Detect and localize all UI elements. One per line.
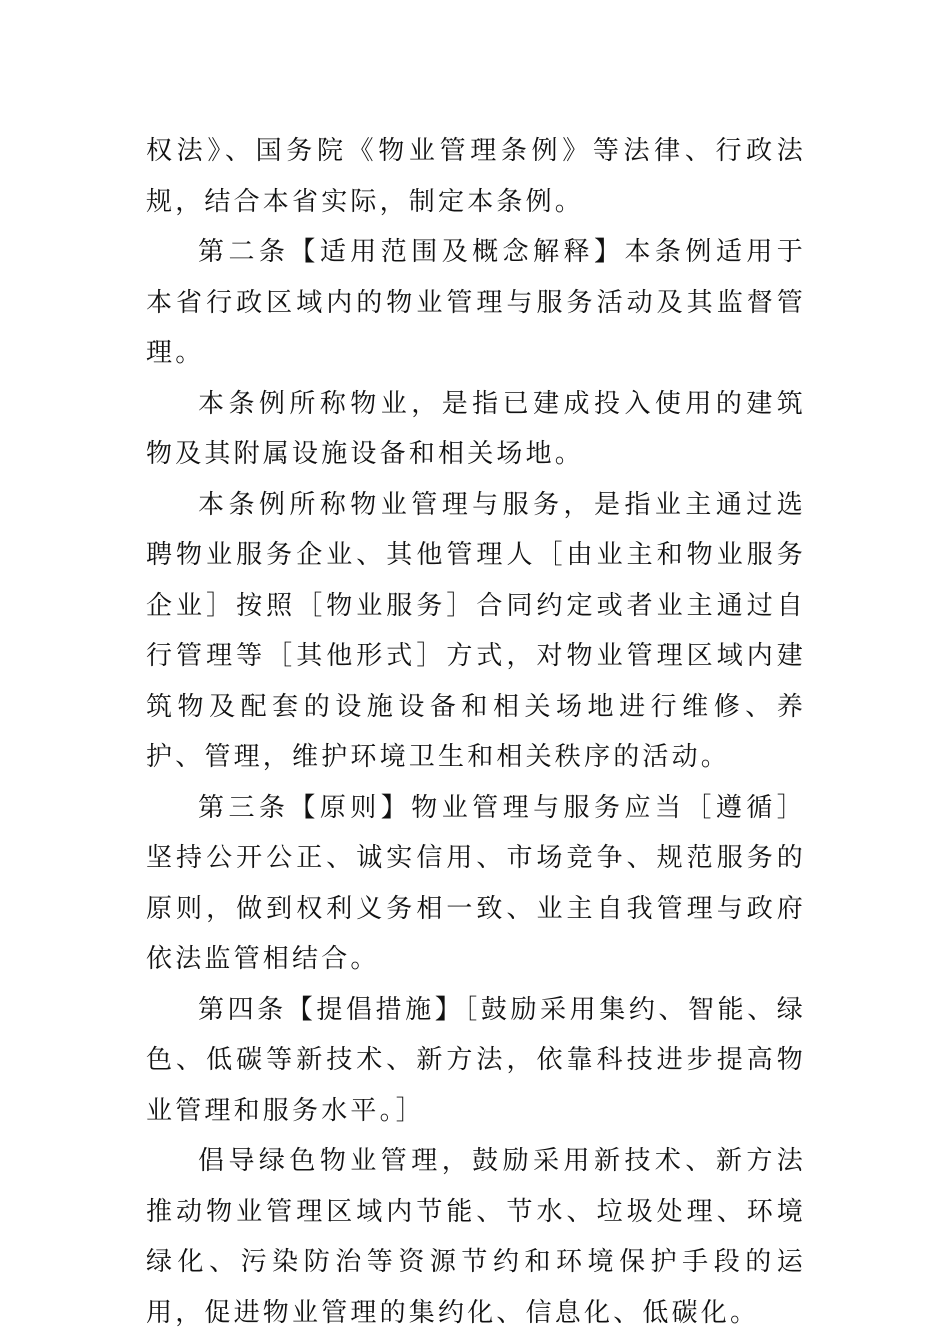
paragraph-article-4: 第四条【提倡措施】［鼓励采用集约、智能、绿色、低碳等新技术、新方法，依靠科技进步提高物业管理和服务水平。］ — [146, 994, 806, 1126]
document-body — [146, 126, 806, 1338]
paragraph-green-management: 倡导绿色物业管理，鼓励采用新技术、新方法推动物业管理区域内节能、节水、垃圾处理、环境绿化、污染防治等资源节约和环境保护手段的运用，促进物业管理的集约化、信息化、低碳化。 — [146, 1146, 806, 1328]
paragraph-service-definition: 本条例所称物业管理与服务，是指业主通过选聘物业服务企业、其他管理人［由业主和物业服务企业］按照［物业服务］合同约定或者业主通过自行管理等［其他形式］方式，对物业管理区域内建筑物及配套的设施设备和相关场地进行维修、养护、管理，维护环境卫生和相关秩序的活动。 — [146, 489, 806, 772]
paragraph-1: 权法》、国务院《物业管理条例》等法律、行政法规，结合本省实际，制定本条例。 — [146, 136, 806, 217]
paragraph-property-definition: 本条例所称物业，是指已建成投入使用的建筑物及其附属设施设备和相关场地。 — [146, 388, 806, 469]
paragraph-article-2: 第二条【适用范围及概念解释】本条例适用于本省行政区域内的物业管理与服务活动及其监督管理。 — [146, 237, 806, 368]
paragraph-article-3: 第三条【原则】物业管理与服务应当［遵循］坚持公开公正、诚实信用、市场竞争、规范服务的原则，做到权利义务相一致、业主自我管理与政府依法监管相结合。 — [146, 792, 806, 974]
